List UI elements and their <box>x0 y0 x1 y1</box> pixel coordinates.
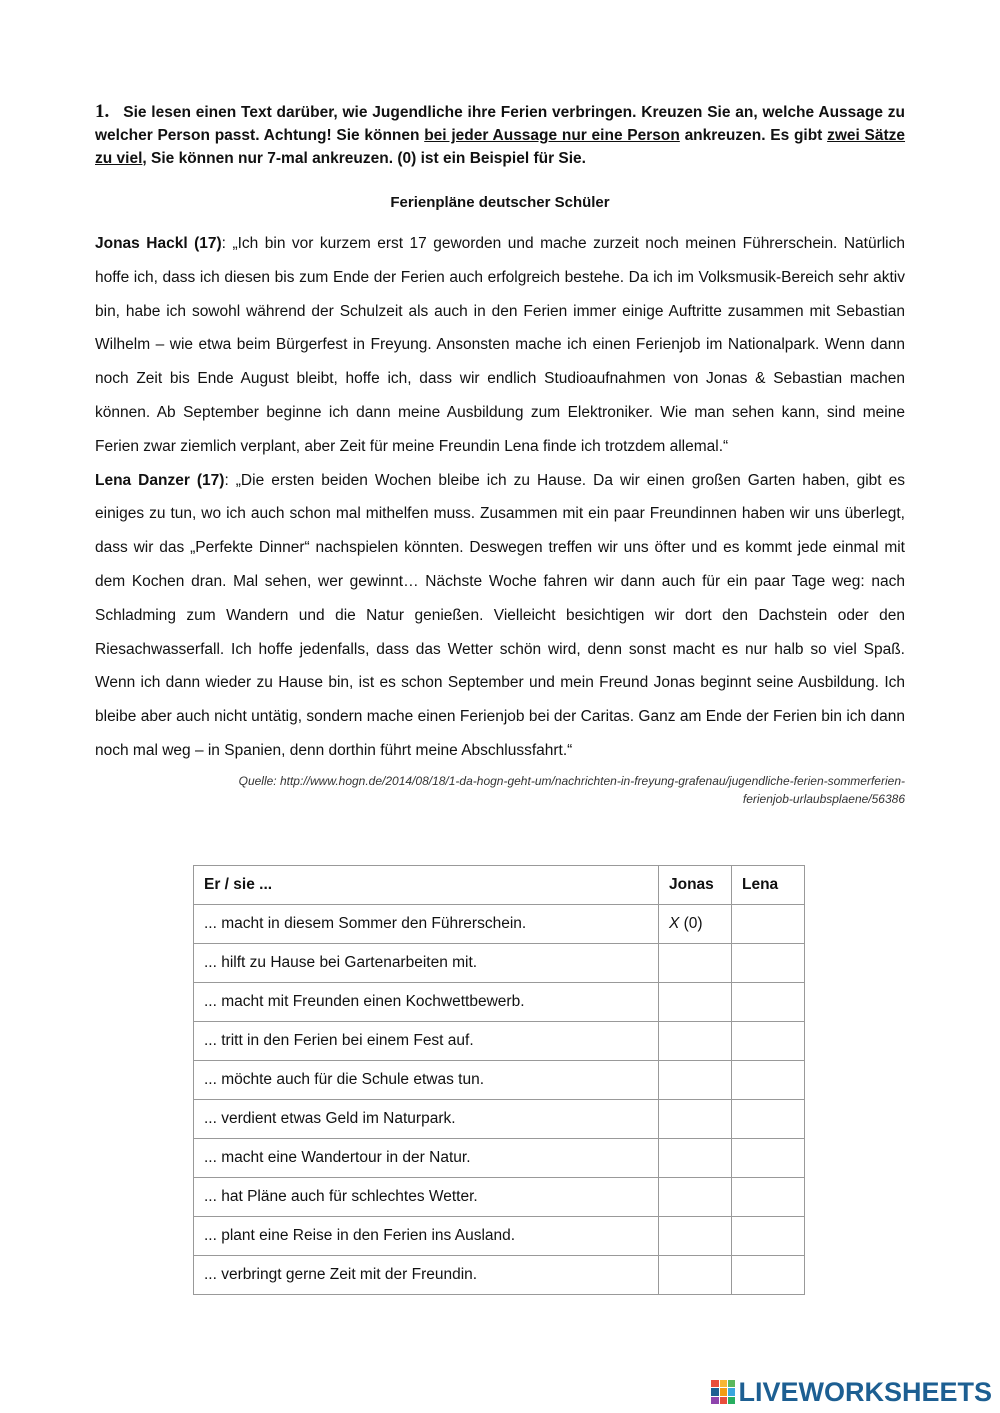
jonas-answer-cell[interactable] <box>659 1256 732 1295</box>
lena-text: : „Die ersten beiden Wochen bleibe ich zu Hause. Da wir einen großen Garten haben, gibt es einiges zu tun, wo ich auch schon mal mithelfen muss. Zusammen mit ein paar Freundinnen haben wir uns überlegt, dass wir das „Perfekte Dinner“ nachspielen könnten. Deswegen treffen wir uns öfter und es kommt jede einmal mit dem Kochen dran. Mal sehen, wer gewinnt… Nächste Woche fahren wir dann auch für ein paar Tage weg: nach Schladming zum Wandern und die Natur genießen. Vielleicht besichtigen wir dort den Dachstein oder den Riesachwasserfall. Ich hoffe jedenfalls, dass das Wetter schön wird, denn sonst macht es nur halb so viel Spaß. Wenn ich dann wieder zu Hause bin, ist es schon September und mein Freund Jonas beginnt seine Ausbildung. Ich bleibe aber auch nicht untätig, sondern mache einen Ferienjob bei der Caritas. Ganz am Ende der Ferien bin ich dann noch mal weg – in Spanien, denn dorthin führt meine Abschlussfahrt.“ <box>95 471 905 759</box>
source-line-1: Quelle: http://www.hogn.de/2014/08/18/1-da-hogn-geht-um/nachrichten-in-freyung-grafenau/jugendliche-ferien-sommerferien- <box>238 773 905 788</box>
lena-answer-cell <box>732 905 805 944</box>
table-row <box>194 983 805 1022</box>
jonas-answer-cell[interactable] <box>659 983 732 1022</box>
lena-answer-cell[interactable] <box>732 1061 805 1100</box>
statement-cell: ... tritt in den Ferien bei einem Fest auf. <box>194 1022 659 1061</box>
statement-cell: ... verbringt gerne Zeit mit der Freundin. <box>194 1256 659 1295</box>
answer-table <box>193 865 805 1295</box>
lena-answer-cell[interactable] <box>732 1022 805 1061</box>
statement-cell: ... verdient etwas Geld im Naturpark. <box>194 1100 659 1139</box>
liveworksheets-logo <box>711 1377 992 1407</box>
jonas-name: Jonas Hackl (17) <box>95 235 222 252</box>
statement-cell: ... macht in diesem Sommer den Führerschein. <box>194 905 659 944</box>
lena-answer-cell[interactable] <box>732 1139 805 1178</box>
table-row <box>194 944 805 983</box>
table-row <box>194 1061 805 1100</box>
task-text-c: , Sie können nur 7-mal ankreuzen. (0) ist ein Beispiel für Sie. <box>142 150 586 167</box>
jonas-answer-cell[interactable] <box>659 1178 732 1217</box>
table-header-row <box>194 866 805 905</box>
logo-blocks-icon <box>711 1380 735 1404</box>
statement-cell: ... hat Pläne auch für schlechtes Wetter. <box>194 1178 659 1217</box>
lena-answer-cell[interactable] <box>732 1217 805 1256</box>
jonas-answer-cell[interactable] <box>659 1217 732 1256</box>
header-lena: Lena <box>732 866 805 905</box>
header-jonas: Jonas <box>659 866 732 905</box>
task-text-b: ankreuzen. Es gibt <box>679 127 828 144</box>
table-row <box>194 1022 805 1061</box>
statement-cell: ... macht eine Wandertour in der Natur. <box>194 1139 659 1178</box>
table-row <box>194 1100 805 1139</box>
lena-answer-cell[interactable] <box>732 1256 805 1295</box>
table-row <box>194 1217 805 1256</box>
jonas-answer-cell[interactable] <box>659 1100 732 1139</box>
jonas-answer-cell[interactable] <box>659 1061 732 1100</box>
table-row <box>194 1139 805 1178</box>
task-underline-1: bei jeder Aussage nur eine Person <box>424 127 680 144</box>
jonas-answer-cell[interactable] <box>659 944 732 983</box>
lena-paragraph <box>95 464 905 768</box>
jonas-paragraph <box>95 227 905 464</box>
example-label: (0) <box>679 915 703 932</box>
logo-text: LIVEWORKSHEETS <box>738 1376 992 1407</box>
header-statement: Er / sie ... <box>194 866 659 905</box>
example-mark: X <box>669 915 680 932</box>
table-row <box>194 905 805 944</box>
statement-cell: ... macht mit Freunden einen Kochwettbewerb. <box>194 983 659 1022</box>
statement-cell: ... hilft zu Hause bei Gartenarbeiten mit. <box>194 944 659 983</box>
source-line-2: ferienjob-urlaubsplaene/56386 <box>742 791 905 806</box>
worksheet-page <box>95 100 905 808</box>
table-row <box>194 1178 805 1217</box>
task-number: 1. <box>95 101 110 122</box>
lena-name: Lena Danzer (17) <box>95 471 225 489</box>
lena-answer-cell[interactable] <box>732 944 805 983</box>
table-row <box>194 1256 805 1295</box>
jonas-answer-cell[interactable] <box>659 1022 732 1061</box>
statement-cell: ... plant eine Reise in den Ferien ins Ausland. <box>194 1217 659 1256</box>
jonas-text: : „Ich bin vor kurzem erst 17 geworden und mache zurzeit noch meinen Führerschein. Natürlich hoffe ich, dass ich diesen bis zum Ende der Ferien auch erfolgreich bestehe. Da ich im Volksmusik-Bereich sehr aktiv bin, habe ich sowohl während der Schulzeit als auch in den Ferien immer einige Auftritte zusammen mit Sebastian Wilhelm – wie etwa beim Bürgerfest in Freyung. Ansonsten mache ich einen Ferienjob im Nationalpark. Wenn dann noch Zeit bis Ende August bleibt, hoffe ich, dass wir endlich Studioaufnahmen von Jonas & Sebastian machen können. Ab September beginne ich dann meine Ausbildung zum Elektroniker. Wie man sehen kann, sind meine Ferien zwar ziemlich verplant, aber Zeit für meine Freundin Lena finde ich trotzdem allemal.“ <box>95 235 905 455</box>
lena-answer-cell[interactable] <box>732 983 805 1022</box>
task-text-a: Sie lesen einen Text darüber, wie Jugendliche ihre Ferien verbringen. Kreuzen Sie an, welche Aussage zu welcher Person passt. Achtung! Sie können <box>95 104 905 144</box>
lena-answer-cell[interactable] <box>732 1178 805 1217</box>
lena-answer-cell[interactable] <box>732 1100 805 1139</box>
jonas-answer-cell[interactable] <box>659 1139 732 1178</box>
task-underline-2: zwei Sätze zu viel <box>95 127 906 167</box>
task-instructions <box>95 100 905 170</box>
jonas-answer-cell-example <box>659 905 732 944</box>
text-heading: Ferienpläne deutscher Schüler <box>390 194 610 211</box>
source-citation <box>95 772 905 808</box>
statement-cell: ... möchte auch für die Schule etwas tun. <box>194 1061 659 1100</box>
